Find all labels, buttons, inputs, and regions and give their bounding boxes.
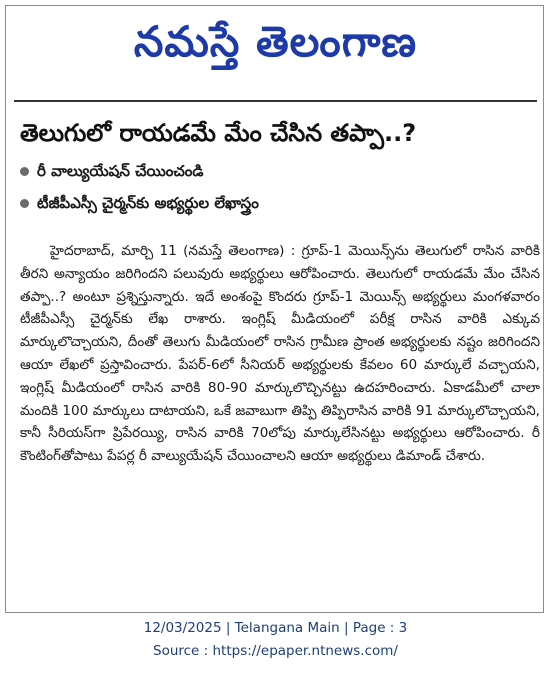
article-body: హైదరాబాద్, మార్చి 11 (నమస్తే తెలంగాణ) : గ్రూప్-1 మెయిన్స్‌ను తెలుగులో రాసిన వారికి తీరని అన్యాయం జరిగిందని పలువురు అభ్యర్థులు ఆరోపించారు. తెలుగులో రాయడమే మేం చేసిన తప్పా..? అంటూ ప్రశ్నిస్తున్నారు. ఇదే అంశంపై కొందరు గ్రూప్-1 మెయిన్స్ అభ్యర్థులు మంగళవారం టీజీపీఎస్సీ చైర్మన్‌కు లేఖ రాశారు. ఇంగ్లిష్ మీడియంలో పరీక్ష రాసిన వారికి ఎక్కువ మార్కులొచ్చాయని, దీంతో తెలుగు మీడియంలో రాసిన గ్రామీణ ప్రాంత అభ్యర్థులకు నష్టం జరిగిందని ఆయా లేఖలో ప్రస్తావించారు. పేపర్-6లో సీనియర్ అభ్యర్థులకు కేవలం 60 మార్కులే వచ్చాయని, ఇంగ్లిష్ మీడియంలో రాసిన వారికి 80-90 మార్కులొచ్చినట్టు ఉదహరించారు. ఏకాడమీలో చాలా మందికి 100 మార్కులు దాటాయని, ఒకే జవాబుగా తిప్పి తిప్పిరాసిన వారికి 91 మార్కులొచ్చాయని, కానీ సీరియస్‌గా ప్రిపేరయ్యి, రాసిన వారికి 70లోపు మార్కులేసినట్టు అభ్యర్థులు ఆరోపించారు. రీ కౌంటింగ్‌తోపాటు పేపర్ల రీ వాల్యుయేషన్ చేయించాలని ఆయా అభ్యర్థులు డిమాండ్ చేశారు. — [20, 243, 540, 465]
subheadline-list — [20, 162, 535, 226]
footer-date-line: 12/03/2025 | Telangana Main | Page : 3 — [143, 620, 408, 636]
subheadline-text: టీజీపీఎస్సీ చైర్మన్‌కు అభ్యర్థుల లేఖాస్త్రం — [37, 194, 259, 212]
clipping-frame — [5, 5, 544, 613]
bullet-icon — [20, 199, 29, 208]
masthead-divider — [14, 100, 537, 102]
article-headline: తెలుగులో రాయడమే మేం చేసిన తప్పా..? — [20, 119, 417, 147]
subheadline-text: రీ వాల్యుయేషన్ చేయించండి — [37, 162, 204, 180]
subheadline-item — [20, 162, 535, 184]
bullet-icon — [20, 167, 29, 176]
newspaper-masthead: నమస్తే తెలంగాణ — [133, 17, 418, 66]
subheadline-item — [20, 194, 535, 216]
footer-source-line: Source : https://epaper.ntnews.com/ — [153, 643, 398, 659]
